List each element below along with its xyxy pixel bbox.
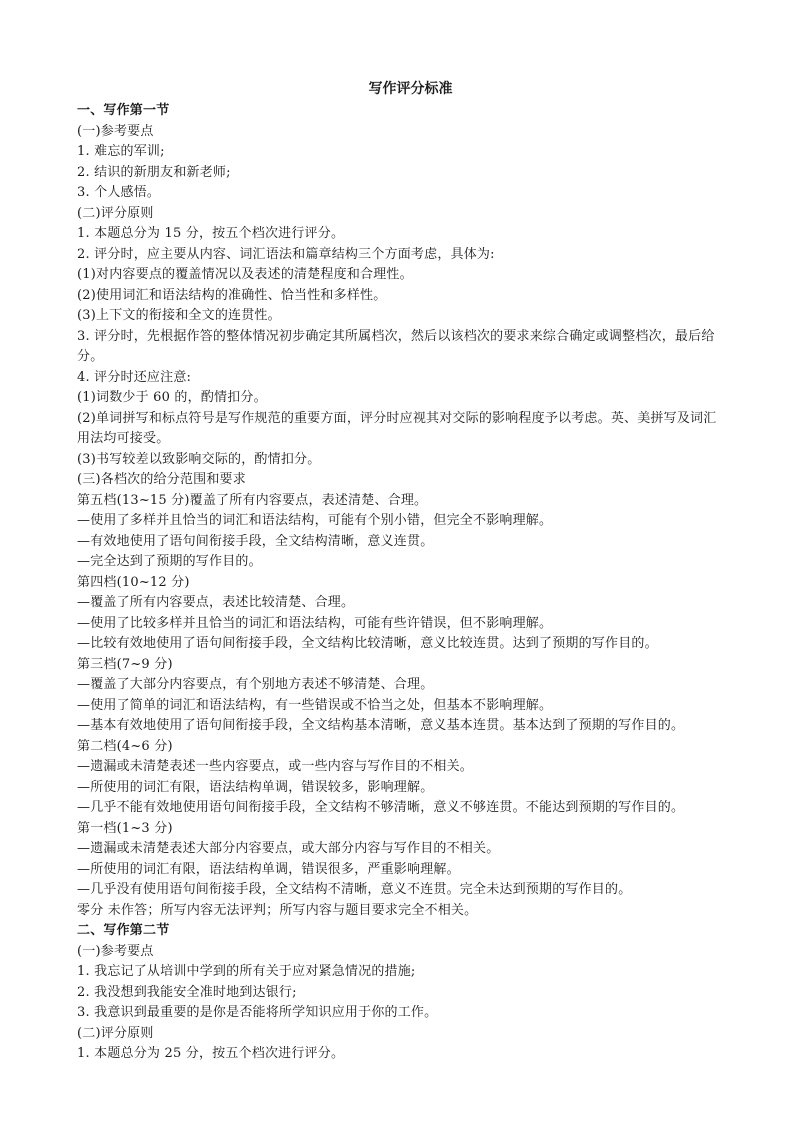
- text-line: 3. 评分时，先根据作答的整体情况初步确定其所属档次，然后以该档次的要求来综合确定或调整档次，最后给分。: [77, 328, 715, 364]
- text-line: 零分 未作答；所写内容无法评判；所写内容与题目要求完全不相关。: [77, 902, 478, 918]
- text-line: (3)上下文的衔接和全文的连贯性。: [77, 308, 281, 323]
- text-line: 第四档(10~12 分): [77, 574, 190, 590]
- text-line: 1. 难忘的军训;: [77, 144, 165, 159]
- text-line: —使用了简单的词汇和语法结构，有一些错误或不恰当之处，但基本不影响理解。: [77, 697, 553, 713]
- text-line: —使用了比较多样并且恰当的词汇和语法结构，可能有些许错误，但不影响理解。: [77, 615, 553, 631]
- text-line: (二)评分原则: [77, 205, 154, 221]
- text-line: —使用了多样并且恰当的词汇和语法结构，可能有个别小错，但完全不影响理解。: [77, 513, 553, 528]
- text-line: (3)书写较差以致影响交际的，酌情扣分。: [77, 451, 321, 467]
- text-line: 1. 我忘记了从培训中学到的所有关于应对紧急情况的措施;: [77, 964, 416, 979]
- text-line: —遗漏或未清楚表述一些内容要点，或一些内容与写作目的不相关。: [77, 759, 474, 774]
- text-line: (二)评分原则: [77, 1025, 154, 1041]
- text-line: (一)参考要点: [77, 943, 154, 959]
- text-line: —有效地使用了语句间衔接手段，全文结构清晰，意义连贯。: [77, 533, 434, 549]
- text-line: (2)单词拼写和标点符号是写作规范的重要方面，评分时应视其对交际的影响程度予以考虑。英、美拼写及词汇用法均可接受。: [77, 410, 717, 446]
- text-line: 3. 我意识到最重要的是你是否能将所学知识应用于你的工作。: [77, 1005, 438, 1020]
- text-line: 2. 我没想到我能安全准时地到达银行;: [77, 984, 297, 1000]
- text-line: 3. 个人感悟。: [77, 185, 161, 200]
- text-line: —覆盖了所有内容要点，表述比较清楚、合理。: [77, 595, 355, 610]
- text-line: (1)对内容要点的覆盖情况以及表述的清楚程度和合理性。: [77, 267, 413, 282]
- text-line: (一)参考要点: [77, 123, 154, 139]
- text-line: (1)词数少于 60 的，酌情扣分。: [77, 390, 267, 405]
- text-line: 2. 结识的新朋友和新老师;: [77, 164, 231, 180]
- text-line: 4. 评分时还应注意:: [77, 369, 192, 385]
- text-line: —基本有效地使用了语句间衔接手段，全文结构基本清晰，意义基本连贯。基本达到了预期的写作目的。: [77, 718, 685, 733]
- text-line: —比较有效地使用了语句间衔接手段，全文结构比较清晰，意义比较连贯。达到了预期的写作目的。: [77, 636, 658, 651]
- text-line: —所使用的词汇有限，语法结构单调，错误较多，影响理解。: [77, 779, 434, 795]
- text-line: 1. 本题总分为 15 分，按五个档次进行评分。: [77, 226, 345, 241]
- text-line: —完全达到了预期的写作目的。: [77, 554, 262, 569]
- document-title: 写作评分标准: [368, 81, 453, 97]
- text-line: 第一档(1~3 分): [77, 820, 173, 836]
- text-line: 第五档(13~15 分)覆盖了所有内容要点，表述清楚、合理。: [77, 492, 428, 508]
- text-line: 第三档(7~9 分): [77, 656, 173, 672]
- text-line: 1. 本题总分为 25 分，按五个档次进行评分。: [77, 1046, 345, 1061]
- text-line: —几乎没有使用语句间衔接手段，全文结构不清晰，意义不连贯。完全未达到预期的写作目的。: [77, 882, 632, 897]
- text-line: 第二档(4~6 分): [77, 738, 173, 754]
- document-body: [77, 101, 760, 1065]
- text-line: —覆盖了大部分内容要点，有个别地方表述不够清楚、合理。: [77, 677, 434, 692]
- section-heading: 二、写作第二节: [77, 923, 170, 938]
- text-line: (三)各档次的给分范围和要求: [77, 472, 246, 487]
- text-line: —遗漏或未清楚表述大部分内容要点，或大部分内容与写作目的不相关。: [77, 841, 500, 856]
- text-line: —几乎不能有效地使用语句间衔接手段，全文结构不够清晰，意义不够连贯。不能达到预期的写作目的。: [77, 800, 685, 815]
- text-line: (2)使用词汇和语法结构的准确性、恰当性和多样性。: [77, 287, 387, 303]
- section-heading: 一、写作第一节: [77, 103, 170, 118]
- text-line: —所使用的词汇有限，语法结构单调，错误很多，严重影响理解。: [77, 861, 460, 877]
- text-line: 2. 评分时，应主要从内容、词汇语法和篇章结构三个方面考虑，具体为:: [77, 246, 495, 262]
